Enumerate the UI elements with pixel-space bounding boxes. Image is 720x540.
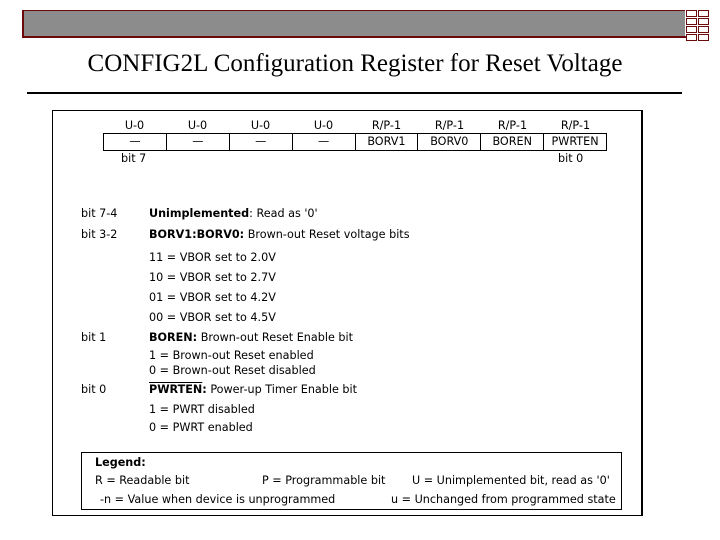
bitfield-7: — (104, 134, 167, 150)
title-rule (27, 92, 682, 94)
lsb-label: bit 0 (558, 152, 584, 165)
field-name-unimplemented: Unimplemented (149, 207, 250, 220)
bitfield-borv1: BORV1 (356, 134, 419, 150)
field-text-boren: Brown-out Reset Enable bit (197, 331, 354, 344)
bitfield-borv0: BORV0 (418, 134, 481, 150)
bitfield-5: — (230, 134, 293, 150)
field-name-borv: BORV1:BORV0: (149, 228, 245, 241)
legend-unprogrammed: -n = Value when device is unprogrammed (100, 493, 336, 506)
register-figure (52, 110, 643, 516)
access-bit7: U-0 (124, 119, 145, 132)
borv-option-10: 10 = VBOR set to 2.7V (149, 271, 276, 284)
slide-title: CONFIG2L Configuration Register for Reset Voltage (87, 50, 623, 77)
bit-position-row (103, 151, 607, 166)
desc-body-bit3-2 (149, 228, 410, 241)
legend-box (81, 452, 622, 510)
field-text-unimplemented: : Read as '0' (249, 207, 318, 220)
pwrten-option-0: 0 = PWRT enabled (149, 421, 253, 434)
bitfield-pwrten: PWRTEN (544, 134, 607, 150)
access-bit1: R/P-1 (497, 119, 528, 132)
field-text-pwrten: Power-up Timer Enable bit (206, 383, 358, 396)
borv-option-00: 00 = VBOR set to 4.5V (149, 311, 276, 324)
field-text-borv: Brown-out Reset voltage bits (244, 228, 410, 241)
desc-label-bit1: bit 1 (81, 331, 107, 344)
header-rule (22, 36, 686, 38)
access-bit0: R/P-1 (560, 119, 591, 132)
legend-unchanged: u = Unchanged from programmed state (391, 493, 616, 506)
bitfield-6: — (167, 134, 230, 150)
register-diagram (103, 119, 607, 166)
access-bit3: R/P-1 (371, 119, 402, 132)
bitfield-boren: BOREN (481, 134, 544, 150)
desc-label-bit0: bit 0 (81, 383, 107, 396)
desc-label-bit3-2: bit 3-2 (81, 228, 118, 241)
access-bit6: U-0 (187, 119, 208, 132)
pwrten-option-1: 1 = PWRT disabled (149, 403, 255, 416)
bit-fields-row (103, 133, 607, 151)
access-row (103, 119, 607, 133)
legend-unimplemented: U = Unimplemented bit, read as '0' (412, 474, 610, 487)
msb-label: bit 7 (121, 152, 147, 165)
borv-option-01: 01 = VBOR set to 4.2V (149, 291, 276, 304)
borv-option-11: 11 = VBOR set to 2.0V (149, 251, 276, 264)
desc-body-bit1 (149, 331, 353, 344)
boren-option-0: 0 = Brown-out Reset disabled (149, 364, 316, 377)
corner-squares-decoration (686, 10, 710, 42)
legend-readable: R = Readable bit (95, 474, 190, 487)
access-bit2: R/P-1 (434, 119, 465, 132)
access-bit4: U-0 (313, 119, 334, 132)
desc-body-bit7-4 (149, 207, 318, 220)
boren-option-1: 1 = Brown-out Reset enabled (149, 349, 314, 362)
bitfield-4: — (293, 134, 356, 150)
field-name-boren: BOREN: (149, 331, 198, 344)
field-name-pwrten: PWRTEN (149, 383, 203, 396)
field-name-pwrten-colon: : (202, 383, 207, 396)
header-bar (22, 10, 685, 36)
legend-programmable: P = Programmable bit (262, 474, 386, 487)
legend-heading: Legend: (95, 456, 146, 469)
desc-body-bit0 (149, 383, 357, 396)
access-bit5: U-0 (250, 119, 271, 132)
desc-label-bit7-4: bit 7-4 (81, 207, 118, 220)
